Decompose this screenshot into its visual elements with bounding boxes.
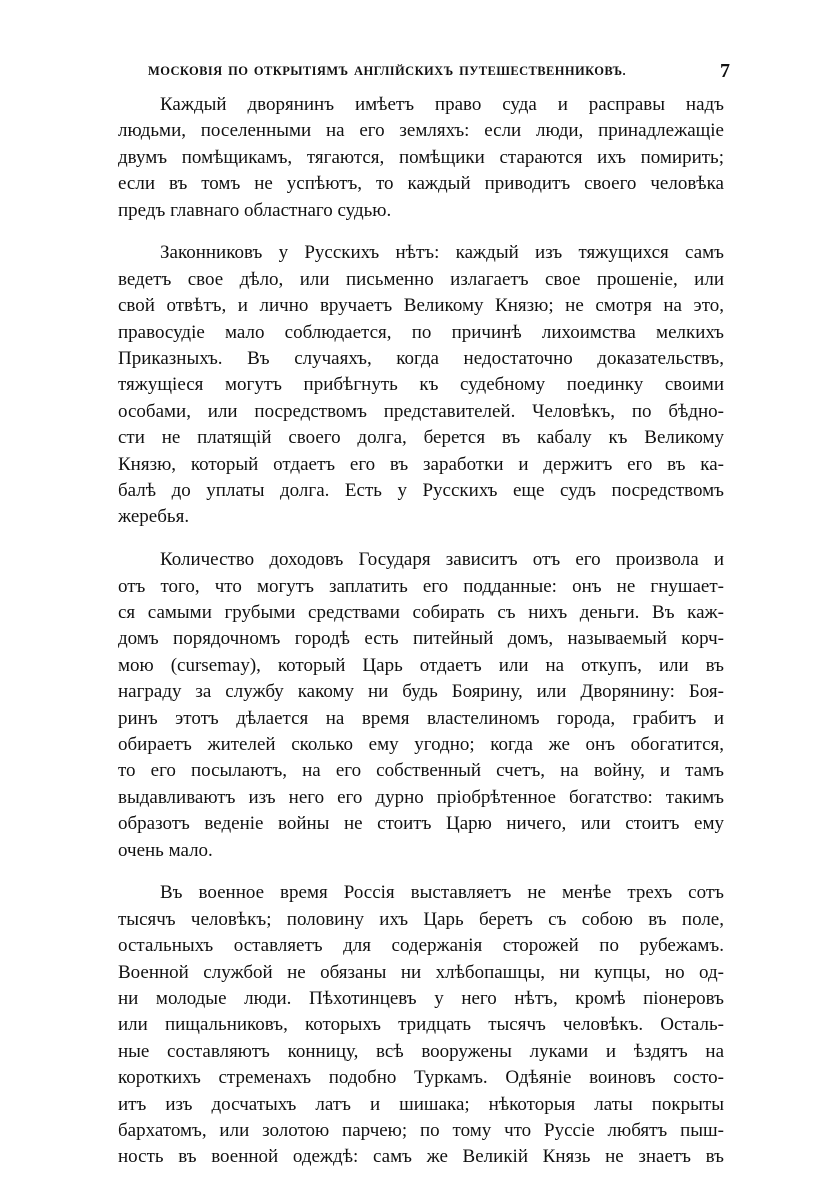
text-line: награду за службу какому ни будь Боярину, или Дворянину: Боя- (118, 681, 724, 703)
text-line: ные составляютъ конницу, всѣ вооружены луками и ѣздятъ на (118, 1040, 724, 1062)
text-line: Каждый дворянинъ имѣетъ право суда и расправы надъ (160, 94, 724, 115)
page-number: 7 (720, 60, 730, 82)
text-line: обираетъ жителей сколько ему угодно; когда же онъ обогатится, (118, 733, 724, 755)
text-line: Законниковъ у Русскихъ нѣтъ: каждый изъ тяжущихся самъ (160, 242, 724, 264)
text-line: остальныхъ оставляетъ для содержанія сторожей по рубежамъ. (118, 935, 724, 957)
text-line: Военной службой не обязаны ни хлѣбопашцы, ни купцы, но од- (118, 961, 724, 983)
text-line: сти не платящій своего долга, берется въ кабалу къ Великому (118, 427, 724, 449)
text-line: Приказныхъ. Въ случаяхъ, когда недостаточно доказательствъ, (118, 348, 724, 370)
text-line: тяжущіеся могутъ прибѣгнуть къ судебному поединку своими (118, 374, 724, 396)
text-line: то его посылаютъ, на его собственный счетъ, на войну, и тамъ (118, 760, 724, 782)
text-line: или пищальниковъ, которыхъ тридцать тысячъ человѣкъ. Осталь- (118, 1014, 724, 1036)
running-head (148, 60, 730, 84)
paragraph-revenues (118, 547, 724, 864)
paragraph-military (118, 880, 724, 1170)
text-line: домъ порядочномъ городѣ есть питейный домъ, называемый корч- (118, 628, 724, 650)
text-line: если въ томъ не успѣютъ, то каждый приводитъ своего человѣка (118, 173, 724, 195)
text-line: выдавливаютъ изъ него его дурно пріобрѣтенное богатство: такимъ (118, 786, 724, 808)
text-line: Въ военное время Россія выставляетъ не менѣе трехъ сотъ (160, 882, 724, 904)
text-line: отъ того, что могутъ заплатить его подданные: онъ не гнушает- (118, 575, 724, 597)
text-line: людьми, поселенными на его земляхъ: если люди, принадлежащіе (118, 120, 724, 142)
text-line: предъ главнаго областнаго судью. (118, 199, 392, 221)
text-line: образотъ веденіе войны не стоитъ Царю ничего, или стоитъ ему (118, 813, 724, 835)
text-line: Князю, который отдаетъ его въ заработки и держитъ его въ ка- (118, 453, 724, 475)
text-line: короткихъ стременахъ подобно Туркамъ. Одѣяніе воиновъ состо- (118, 1067, 724, 1089)
paragraph-judicial-rights (118, 92, 724, 224)
text-line: двумъ помѣщикамъ, тягаются, помѣщики стараются ихъ помирить; (118, 146, 724, 168)
text-line: балѣ до уплаты долга. Есть у Русскихъ еще судъ посредствомъ (118, 479, 724, 501)
text-line: ся самыми грубыми средствами собирать съ нихъ деньги. Въ каж- (118, 602, 724, 624)
text-line: очень мало. (118, 839, 213, 861)
text-line: ведетъ свое дѣло, или письменно излагаетъ свое прошеніе, или (118, 268, 724, 290)
text-body (118, 92, 724, 1187)
text-line: итъ изъ досчатыхъ латъ и шишака; нѣкоторыя латы покрыты (118, 1093, 724, 1115)
text-line: ринъ этотъ дѣлается на время властелиномъ города, грабитъ и (118, 707, 724, 729)
text-line: жеребья. (118, 506, 190, 528)
text-line: особами, или посредствомъ представителей. Человѣкъ, по бѣдно- (118, 400, 724, 422)
text-line: свой отвѣтъ, и лично вручаетъ Великому Князю; не смотря на это, (118, 295, 724, 317)
text-line: Количество доходовъ Государя зависитъ отъ его произвола и (160, 549, 724, 571)
paragraph-lawyers (118, 240, 724, 530)
text-line: ни молодые люди. Пѣхотинцевъ у него нѣтъ, кромѣ піонеровъ (118, 988, 724, 1009)
text-line: тысячъ человѣкъ; половину ихъ Царь беретъ съ собою въ поле, (118, 908, 724, 930)
text-line: ность въ военной одеждѣ: самъ же Великій Князь не знаетъ въ (118, 1146, 724, 1168)
text-line: мою (cursemay), который Царь отдаетъ или на откупъ, или въ (118, 654, 724, 676)
text-line: правосудіе мало соблюдается, по причинѣ лихоимства мелкихъ (118, 321, 724, 343)
text-line: бархатомъ, или золотою парчею; по тому что Руссіе любятъ пыш- (118, 1119, 724, 1141)
running-title: МОСКОВІЯ ПО ОТКРЫТІЯМЪ АНГЛІЙСКИХЪ ПУТЕШЕСТВЕННИКОВЪ. (148, 64, 626, 78)
